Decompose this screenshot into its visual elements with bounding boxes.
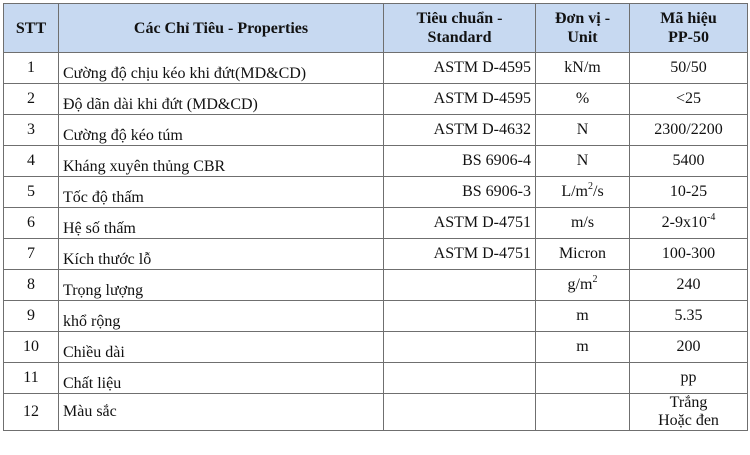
row-standard: ASTM D-4595 <box>384 84 536 115</box>
row-stt: 5 <box>4 177 59 208</box>
header-property: Các Chỉ Tiêu - Properties <box>59 4 384 53</box>
row-stt: 1 <box>4 53 59 84</box>
table-row <box>4 115 748 146</box>
row-stt: 2 <box>4 84 59 115</box>
row-unit: N <box>536 146 630 177</box>
header-unit <box>536 4 630 53</box>
row-value: 10-25 <box>630 177 748 208</box>
row-stt: 4 <box>4 146 59 177</box>
row-standard: ASTM D-4751 <box>384 208 536 239</box>
row-property: Chiều dài <box>59 332 384 363</box>
row-standard <box>384 301 536 332</box>
header-row <box>4 4 748 53</box>
row-value <box>630 394 748 431</box>
table-row <box>4 208 748 239</box>
value-line1: Trắng <box>669 394 708 411</box>
header-unit-line2: Unit <box>567 29 598 46</box>
row-value: 5400 <box>630 146 748 177</box>
table-row <box>4 146 748 177</box>
row-property: Cường độ kéo túm <box>59 115 384 146</box>
row-value: 240 <box>630 270 748 301</box>
unit-base: g/m <box>567 276 593 293</box>
row-value: pp <box>630 363 748 394</box>
unit-superscript: 2 <box>592 273 598 285</box>
row-standard: BS 6906-3 <box>384 177 536 208</box>
row-property: Tốc độ thấm <box>59 177 384 208</box>
header-code <box>630 4 748 53</box>
row-stt: 9 <box>4 301 59 332</box>
row-unit: m/s <box>536 208 630 239</box>
row-value: 50/50 <box>630 53 748 84</box>
row-value: 5.35 <box>630 301 748 332</box>
row-standard: ASTM D-4751 <box>384 239 536 270</box>
row-standard <box>384 394 536 431</box>
table-row <box>4 301 748 332</box>
row-unit: Micron <box>536 239 630 270</box>
row-standard: ASTM D-4595 <box>384 53 536 84</box>
row-stt: 11 <box>4 363 59 394</box>
row-standard <box>384 363 536 394</box>
row-stt: 3 <box>4 115 59 146</box>
table-row <box>4 84 748 115</box>
table-row <box>4 239 748 270</box>
row-stt: 7 <box>4 239 59 270</box>
value-base: 2-9x10 <box>661 214 707 231</box>
row-standard <box>384 270 536 301</box>
row-value: 2300/2200 <box>630 115 748 146</box>
row-unit: kN/m <box>536 53 630 84</box>
row-property: Màu sắc <box>59 394 384 431</box>
table-row <box>4 177 748 208</box>
table-row <box>4 394 748 431</box>
unit-tail: /s <box>593 183 604 200</box>
row-property: Cường độ chịu kéo khi đứt(MD&CD) <box>59 53 384 84</box>
unit-superscript: 2 <box>588 180 593 192</box>
header-unit-line1: Đơn vị - <box>554 10 611 27</box>
header-stt: STT <box>4 4 59 53</box>
row-unit: % <box>536 84 630 115</box>
row-property: Kích thước lỗ <box>59 239 384 270</box>
row-standard: ASTM D-4632 <box>384 115 536 146</box>
row-value: 200 <box>630 332 748 363</box>
table-row <box>4 363 748 394</box>
header-standard-line1: Tiêu chuẩn - <box>416 10 503 27</box>
header-code-line2: PP-50 <box>668 29 709 46</box>
table-row <box>4 332 748 363</box>
row-property: Trọng lượng <box>59 270 384 301</box>
row-stt: 12 <box>4 394 59 431</box>
row-standard <box>384 332 536 363</box>
row-unit: N <box>536 115 630 146</box>
row-property: Kháng xuyên thủng CBR <box>59 146 384 177</box>
table-row <box>4 53 748 84</box>
value-line2: Hoặc đen <box>658 412 719 429</box>
header-code-line1: Mã hiệu <box>660 10 717 27</box>
row-property: Hệ số thấm <box>59 208 384 239</box>
row-unit <box>536 394 630 431</box>
header-standard-line2: Standard <box>427 29 492 46</box>
header-standard <box>384 4 536 53</box>
unit-base: L/m <box>561 183 588 200</box>
row-value: 100-300 <box>630 239 748 270</box>
row-stt: 8 <box>4 270 59 301</box>
properties-table <box>3 3 748 431</box>
row-unit <box>536 177 630 208</box>
row-unit: m <box>536 332 630 363</box>
row-property: Chất liệu <box>59 363 384 394</box>
value-superscript: -4 <box>706 211 716 223</box>
row-property: khổ rộng <box>59 301 384 332</box>
table-row <box>4 270 748 301</box>
row-value: <25 <box>630 84 748 115</box>
row-value <box>630 208 748 239</box>
row-unit <box>536 270 630 301</box>
row-unit: m <box>536 301 630 332</box>
row-property: Độ dãn dài khi đứt (MD&CD) <box>59 84 384 115</box>
row-stt: 6 <box>4 208 59 239</box>
row-unit <box>536 363 630 394</box>
row-standard: BS 6906-4 <box>384 146 536 177</box>
row-stt: 10 <box>4 332 59 363</box>
